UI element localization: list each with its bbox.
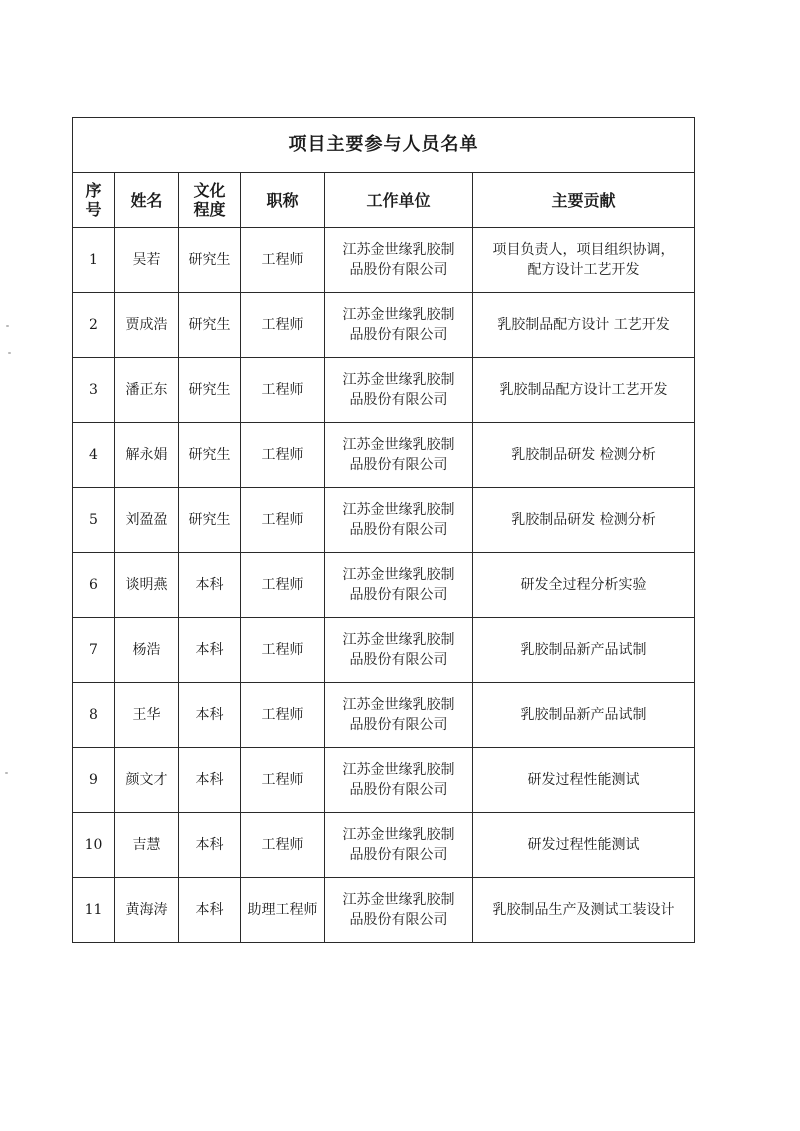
- cell-contribution: [473, 748, 695, 813]
- table-row: [73, 683, 695, 748]
- cell-job-title: 工程师: [241, 813, 325, 878]
- header-seq: [73, 173, 115, 228]
- cell-name: 谈明燕: [115, 553, 179, 618]
- cell-name: 王华: [115, 683, 179, 748]
- cell-unit-line: 品股份有限公司: [349, 457, 448, 473]
- cell-contribution: [473, 423, 695, 488]
- cell-seq: 2: [73, 293, 115, 358]
- table-row: [73, 553, 695, 618]
- cell-unit-line: 江苏金世缘乳胶制: [342, 697, 455, 713]
- table-title-row: [73, 118, 695, 173]
- cell-unit-line: 江苏金世缘乳胶制: [342, 632, 455, 648]
- cell-name: 贾成浩: [115, 293, 179, 358]
- cell-name: 刘盈盈: [115, 488, 179, 553]
- header-education-line: 程度: [193, 200, 226, 219]
- table-title: 项目主要参与人员名单: [73, 118, 695, 173]
- cell-contribution: [473, 228, 695, 293]
- table-row: [73, 358, 695, 423]
- cell-seq: 5: [73, 488, 115, 553]
- cell-contribution: [473, 293, 695, 358]
- cell-contribution-line: 项目负责人，项目组织协调，: [492, 242, 675, 258]
- cell-name: 黄海涛: [115, 878, 179, 943]
- cell-education: 本科: [179, 813, 241, 878]
- header-row: [73, 173, 695, 228]
- table-row: [73, 293, 695, 358]
- cell-education: 本科: [179, 618, 241, 683]
- header-job-title: 职称: [241, 173, 325, 228]
- cell-contribution-line: 乳胶制品研发 检测分析: [511, 512, 656, 528]
- cell-contribution-line: 乳胶制品配方设计 工艺开发: [497, 317, 670, 333]
- cell-unit-line: 品股份有限公司: [349, 782, 448, 798]
- table-row: [73, 813, 695, 878]
- cell-contribution: [473, 813, 695, 878]
- header-seq-line: 序: [85, 181, 102, 200]
- cell-seq: 4: [73, 423, 115, 488]
- cell-name: 吉慧: [115, 813, 179, 878]
- cell-education: 本科: [179, 683, 241, 748]
- cell-education: 研究生: [179, 358, 241, 423]
- header-education: [179, 173, 241, 228]
- header-education-line: 文化: [193, 181, 226, 200]
- cell-seq: 9: [73, 748, 115, 813]
- cell-unit: [325, 748, 473, 813]
- scan-speck: [8, 352, 11, 354]
- cell-job-title: 助理工程师: [241, 878, 325, 943]
- cell-education: 研究生: [179, 293, 241, 358]
- cell-contribution-line: 乳胶制品研发 检测分析: [511, 447, 656, 463]
- cell-contribution: [473, 553, 695, 618]
- cell-unit-line: 江苏金世缘乳胶制: [342, 502, 455, 518]
- cell-job-title: 工程师: [241, 423, 325, 488]
- header-unit: 工作单位: [325, 173, 473, 228]
- cell-unit: [325, 878, 473, 943]
- cell-unit-line: 江苏金世缘乳胶制: [342, 437, 455, 453]
- cell-contribution-line: 研发过程性能测试: [527, 772, 640, 788]
- cell-unit-line: 品股份有限公司: [349, 652, 448, 668]
- cell-unit-line: 江苏金世缘乳胶制: [342, 372, 455, 388]
- cell-contribution-line: 乳胶制品新产品试制: [520, 707, 647, 723]
- cell-name: 解永娟: [115, 423, 179, 488]
- cell-seq: 7: [73, 618, 115, 683]
- table-row: [73, 748, 695, 813]
- cell-unit-line: 品股份有限公司: [349, 717, 448, 733]
- cell-seq: 1: [73, 228, 115, 293]
- cell-contribution: [473, 878, 695, 943]
- cell-seq: 10: [73, 813, 115, 878]
- cell-unit: [325, 423, 473, 488]
- cell-unit-line: 江苏金世缘乳胶制: [342, 567, 455, 583]
- table-row: [73, 228, 695, 293]
- cell-education: 本科: [179, 553, 241, 618]
- cell-unit-line: 品股份有限公司: [349, 262, 448, 278]
- cell-education: 本科: [179, 878, 241, 943]
- cell-education: 研究生: [179, 423, 241, 488]
- cell-unit: [325, 618, 473, 683]
- cell-unit-line: 品股份有限公司: [349, 847, 448, 863]
- cell-unit: [325, 683, 473, 748]
- cell-unit-line: 品股份有限公司: [349, 327, 448, 343]
- cell-unit-line: 江苏金世缘乳胶制: [342, 892, 455, 908]
- cell-unit-line: 江苏金世缘乳胶制: [342, 242, 455, 258]
- scan-speck: [5, 772, 8, 774]
- cell-education: 研究生: [179, 228, 241, 293]
- cell-job-title: 工程师: [241, 683, 325, 748]
- cell-name: 颜文才: [115, 748, 179, 813]
- cell-job-title: 工程师: [241, 228, 325, 293]
- header-seq-line: 号: [85, 200, 102, 219]
- cell-unit-line: 品股份有限公司: [349, 392, 448, 408]
- cell-contribution-line: 乳胶制品配方设计工艺开发: [499, 382, 668, 398]
- scan-speck: [6, 325, 9, 327]
- cell-unit-line: 品股份有限公司: [349, 522, 448, 538]
- cell-name: 潘正东: [115, 358, 179, 423]
- cell-contribution-line: 乳胶制品生产及测试工装设计: [492, 902, 675, 918]
- cell-name: 吴若: [115, 228, 179, 293]
- cell-contribution: [473, 488, 695, 553]
- table-row: [73, 618, 695, 683]
- header-contribution: 主要贡献: [473, 173, 695, 228]
- cell-job-title: 工程师: [241, 618, 325, 683]
- cell-seq: 6: [73, 553, 115, 618]
- cell-contribution-line: 研发全过程分析实验: [520, 577, 647, 593]
- cell-seq: 11: [73, 878, 115, 943]
- cell-job-title: 工程师: [241, 358, 325, 423]
- cell-contribution: [473, 358, 695, 423]
- cell-contribution-line: 研发过程性能测试: [527, 837, 640, 853]
- cell-contribution: [473, 618, 695, 683]
- cell-job-title: 工程师: [241, 553, 325, 618]
- cell-contribution-line: 配方设计工艺开发: [527, 262, 640, 278]
- cell-job-title: 工程师: [241, 748, 325, 813]
- cell-contribution: [473, 683, 695, 748]
- cell-unit-line: 江苏金世缘乳胶制: [342, 827, 455, 843]
- table-row: [73, 423, 695, 488]
- cell-unit: [325, 488, 473, 553]
- cell-seq: 8: [73, 683, 115, 748]
- header-name: 姓名: [115, 173, 179, 228]
- table-row: [73, 878, 695, 943]
- cell-job-title: 工程师: [241, 293, 325, 358]
- cell-unit-line: 江苏金世缘乳胶制: [342, 762, 455, 778]
- personnel-table: [72, 117, 695, 943]
- cell-unit: [325, 358, 473, 423]
- cell-unit-line: 品股份有限公司: [349, 912, 448, 928]
- cell-contribution-line: 乳胶制品新产品试制: [520, 642, 647, 658]
- cell-unit: [325, 553, 473, 618]
- cell-unit-line: 江苏金世缘乳胶制: [342, 307, 455, 323]
- cell-education: 研究生: [179, 488, 241, 553]
- cell-unit-line: 品股份有限公司: [349, 587, 448, 603]
- cell-job-title: 工程师: [241, 488, 325, 553]
- cell-unit: [325, 293, 473, 358]
- cell-unit: [325, 228, 473, 293]
- cell-seq: 3: [73, 358, 115, 423]
- cell-name: 杨浩: [115, 618, 179, 683]
- cell-education: 本科: [179, 748, 241, 813]
- table-row: [73, 488, 695, 553]
- cell-unit: [325, 813, 473, 878]
